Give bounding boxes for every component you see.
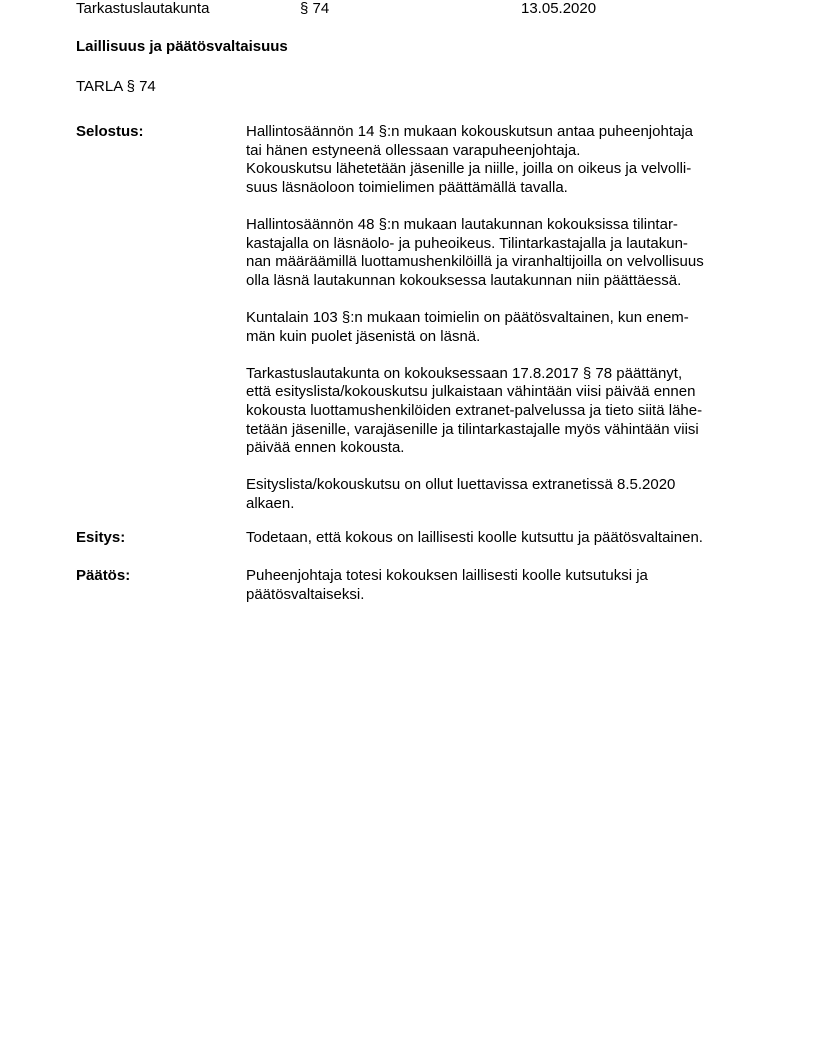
text-line: Kuntalain 103 §:n mukaan toimielin on päätösvaltainen, kun enem- [246, 308, 689, 326]
selostus-paragraph [246, 123, 746, 197]
reference-code: TARLA § 74 [76, 78, 156, 95]
text-line: Todetaan, että kokous on laillisesti koolle kutsuttu ja päätösvaltainen. [246, 529, 703, 546]
text-line: suus läsnäoloon toimielimen päättämällä tavalla. [246, 178, 568, 196]
text-line: päivää ennen kokousta. [246, 439, 405, 457]
text-line: tai hänen estyneenä ollessaan varapuheenjohtaja. [246, 141, 581, 159]
selostus-paragraph [246, 216, 746, 290]
esitys-label: Esitys: [76, 529, 126, 546]
text-line: kastajalla on läsnäolo- ja puheoikeus. Tilintarkastajalla ja lautakun- [246, 234, 688, 252]
esitys-content [246, 529, 746, 548]
document-header [76, 0, 756, 18]
text-line: tetään jäsenille, varajäsenille ja tilintarkastajalle myös vähintään viisi [246, 420, 699, 438]
text-line: Kokouskutsu lähetetään jäsenille ja niille, joilla on oikeus ja velvolli- [246, 160, 692, 178]
text-line: että esityslista/kokouskutsu julkaistaan vähintään viisi päivää ennen [246, 383, 696, 401]
text-line: Puheenjohtaja totesi kokouksen laillisesti koolle kutsutuksi ja [246, 567, 648, 584]
text-line: nan määräämillä luottamushenkilöillä ja viranhaltijoilla on velvollisuus [246, 253, 704, 271]
selostus-content [246, 123, 746, 513]
text-line: olla läsnä lautakunnan kokouksessa lautakunnan niin päättäessä. [246, 271, 682, 289]
selostus-paragraph [246, 365, 746, 458]
text-line: Esityslista/kokouskutsu on ollut luettavissa extranetissä 8.5.2020 [246, 476, 676, 494]
text-line: Tarkastuslautakunta on kokouksessaan 17.8.2017 § 78 päättänyt, [246, 364, 683, 382]
header-section: § 74 [300, 0, 330, 17]
paatos-label: Päätös: [76, 567, 131, 584]
header-committee: Tarkastuslautakunta [76, 0, 210, 17]
text-line: Hallintosäännön 14 §:n mukaan kokouskutsun antaa puheenjohtaja [246, 123, 693, 140]
selostus-paragraph [246, 309, 746, 346]
text-line: alkaen. [246, 494, 295, 512]
header-date: 13.05.2020 [521, 0, 597, 17]
document-title: Laillisuus ja päätösvaltaisuus [76, 38, 288, 55]
text-line: kokousta luottamushenkilöiden extranet-palvelussa ja tieto siitä lähe- [246, 401, 703, 419]
text-line: päätösvaltaiseksi. [246, 585, 365, 603]
selostus-paragraph [246, 476, 746, 513]
selostus-label: Selostus: [76, 123, 144, 140]
paatos-content [246, 567, 746, 604]
text-line: män kuin puolet jäsenistä on läsnä. [246, 327, 481, 345]
text-line: Hallintosäännön 48 §:n mukaan lautakunnan kokouksissa tilintar- [246, 215, 678, 233]
